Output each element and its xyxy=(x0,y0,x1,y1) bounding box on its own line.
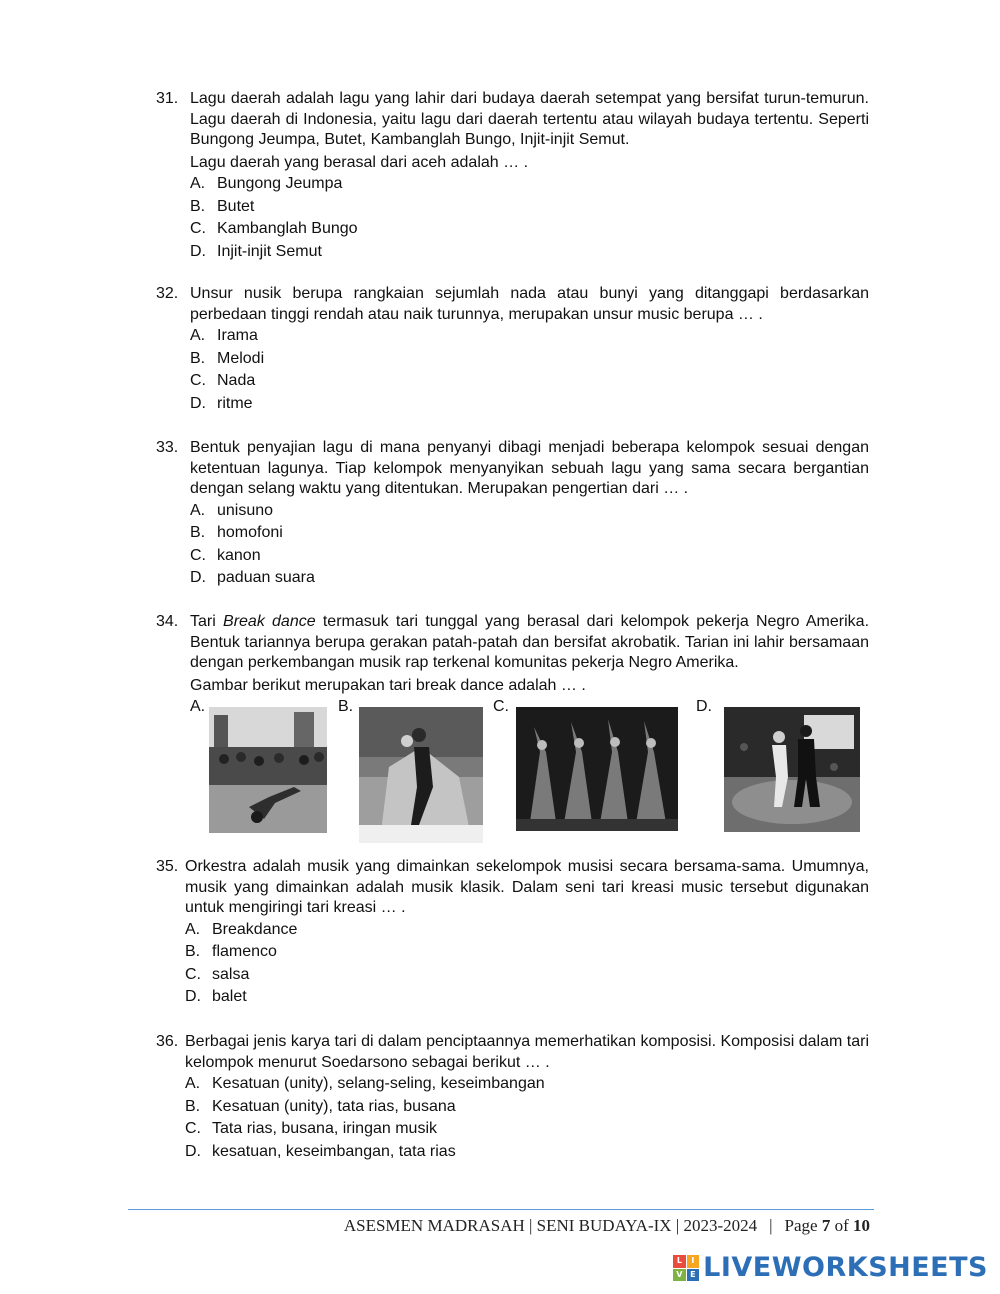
option-d[interactable]: D. Injit-injit Semut xyxy=(190,242,322,260)
question-number: 34. xyxy=(156,613,179,630)
option-a[interactable]: A. Kesatuan (unity), selang-seling, keseimbangan xyxy=(185,1075,545,1092)
option-a[interactable]: A. Bungong Jeumpa xyxy=(190,175,343,192)
image-option-label-a: A. xyxy=(190,698,206,715)
option-a[interactable]: A. unisuno xyxy=(190,501,274,519)
option-list xyxy=(190,325,869,415)
question-prompt: Lagu daerah yang berasal dari aceh adalah … . xyxy=(190,153,529,171)
option-d[interactable]: D. balet xyxy=(185,988,247,1006)
option-b[interactable]: B. homofoni xyxy=(190,524,283,542)
question-stem: Orkestra adalah musik yang dimainkan sekelompok musisi secara bersama-sama. Umumnya, musik yang dimainkan adalah musik klasik. Dalam seni tari kreasi music tersebut digunakan untuk mengiringi tari kreasi … . xyxy=(185,858,869,916)
option-d[interactable]: D. kesatuan, keseimbangan, tata rias xyxy=(185,1142,456,1160)
question-prompt: Gambar berikut merupakan tari break dance adalah … . xyxy=(190,676,586,694)
footer-separator: | xyxy=(769,1216,773,1235)
question-31 xyxy=(156,89,869,263)
option-d[interactable]: D. paduan suara xyxy=(190,569,315,587)
question-34 xyxy=(156,612,869,696)
option-list xyxy=(190,500,869,590)
question-35 xyxy=(156,857,869,1009)
option-b[interactable]: B. Melodi xyxy=(190,349,265,367)
dance-name-italic: Break dance xyxy=(223,613,316,630)
liveworksheets-logo-icon: L I V E xyxy=(673,1255,699,1281)
liveworksheets-watermark xyxy=(673,1251,988,1283)
footer-divider xyxy=(128,1209,874,1210)
question-number: 33. xyxy=(156,439,179,456)
question-stem: Berbagai jenis karya tari di dalam penciptaannya memerhatikan komposisi. Komposisi dalam tari kelompok menurut Soedarsono sebagai berikut … . xyxy=(185,1033,869,1071)
option-c[interactable]: C. Kambanglah Bungo xyxy=(190,220,358,238)
question-number: 35. xyxy=(156,858,179,875)
question-36 xyxy=(156,1032,869,1163)
page-footer xyxy=(344,1216,870,1237)
question-32 xyxy=(156,284,869,415)
image-options xyxy=(190,697,870,847)
question-33 xyxy=(156,438,869,590)
option-d[interactable]: D. ritme xyxy=(190,394,253,412)
option-b[interactable]: B. Butet xyxy=(190,197,255,215)
option-b[interactable]: B. flamenco xyxy=(185,943,277,961)
question-stem: Unsur nusik berupa rangkaian sejumlah nada atau bunyi yang ditanggapi berdasarkan perbedaan tinggi rendah atau naik turunnya, merupakan unsur music berupa … . xyxy=(190,285,869,323)
option-a[interactable]: A. Breakdance xyxy=(185,920,298,938)
question-stem: Bentuk penyajian lagu di mana penyanyi dibagi menjadi beberapa kelompok sesuai dengan ketentuan lagunya. Tiap kelompok menyanyikan sebuah lagu yang sama secara bergantian dengan selang waktu yang ditentukan. Merupakan pengertian dari … . xyxy=(190,439,869,497)
image-option-b-ballroom-photo[interactable] xyxy=(359,707,483,843)
question-number: 32. xyxy=(156,285,179,302)
question-stem: Lagu daerah adalah lagu yang lahir dari budaya daerah setempat yang bersifat turun-temurun. Lagu daerah di Indonesia, yaitu lagu dari daerah tertentu atau wilayah budaya tertentu. Seperti Bungong Jeumpa, Butet, Kambanglah Bungo, Injit-injit Semut. xyxy=(190,90,869,148)
question-stem: Tari Break dance termasuk tari tunggal yang berasal dari kelompok pekerja Negro Amerika. Bentuk tariannya berupa gerakan patah-patah dan bersifat akrobatik. Tarian ini lahir bersamaan dengan perkembangan musik rap terkenal komunitas pekerja Negro Amerika. xyxy=(190,613,870,671)
option-c[interactable]: C. salsa xyxy=(185,965,250,983)
image-option-label-c: C. xyxy=(493,698,509,715)
image-option-c-flamenco-photo[interactable] xyxy=(516,707,678,831)
option-list xyxy=(185,919,869,1009)
image-option-d-salsa-photo[interactable] xyxy=(724,707,860,832)
image-option-a-breakdance-photo[interactable] xyxy=(209,707,327,833)
footer-title: ASESMEN MADRASAH | SENI BUDAYA-IX | 2023-2024 xyxy=(343,1216,758,1235)
option-list xyxy=(190,173,869,263)
question-number: 31. xyxy=(156,90,179,107)
option-c[interactable]: C. kanon xyxy=(190,546,261,564)
option-list xyxy=(185,1073,869,1163)
question-number: 36. xyxy=(156,1033,179,1050)
option-b[interactable]: B. Kesatuan (unity), tata rias, busana xyxy=(185,1097,456,1115)
page-number: Page 7 of 10 xyxy=(784,1216,870,1235)
image-option-label-d: D. xyxy=(696,698,712,715)
liveworksheets-brand: LIVEWORKSHEETS xyxy=(703,1251,988,1283)
option-a[interactable]: A. Irama xyxy=(190,327,258,344)
image-option-label-b: B. xyxy=(338,698,354,715)
option-c[interactable]: C. Nada xyxy=(190,372,256,390)
option-c[interactable]: C. Tata rias, busana, iringan musik xyxy=(185,1120,437,1138)
